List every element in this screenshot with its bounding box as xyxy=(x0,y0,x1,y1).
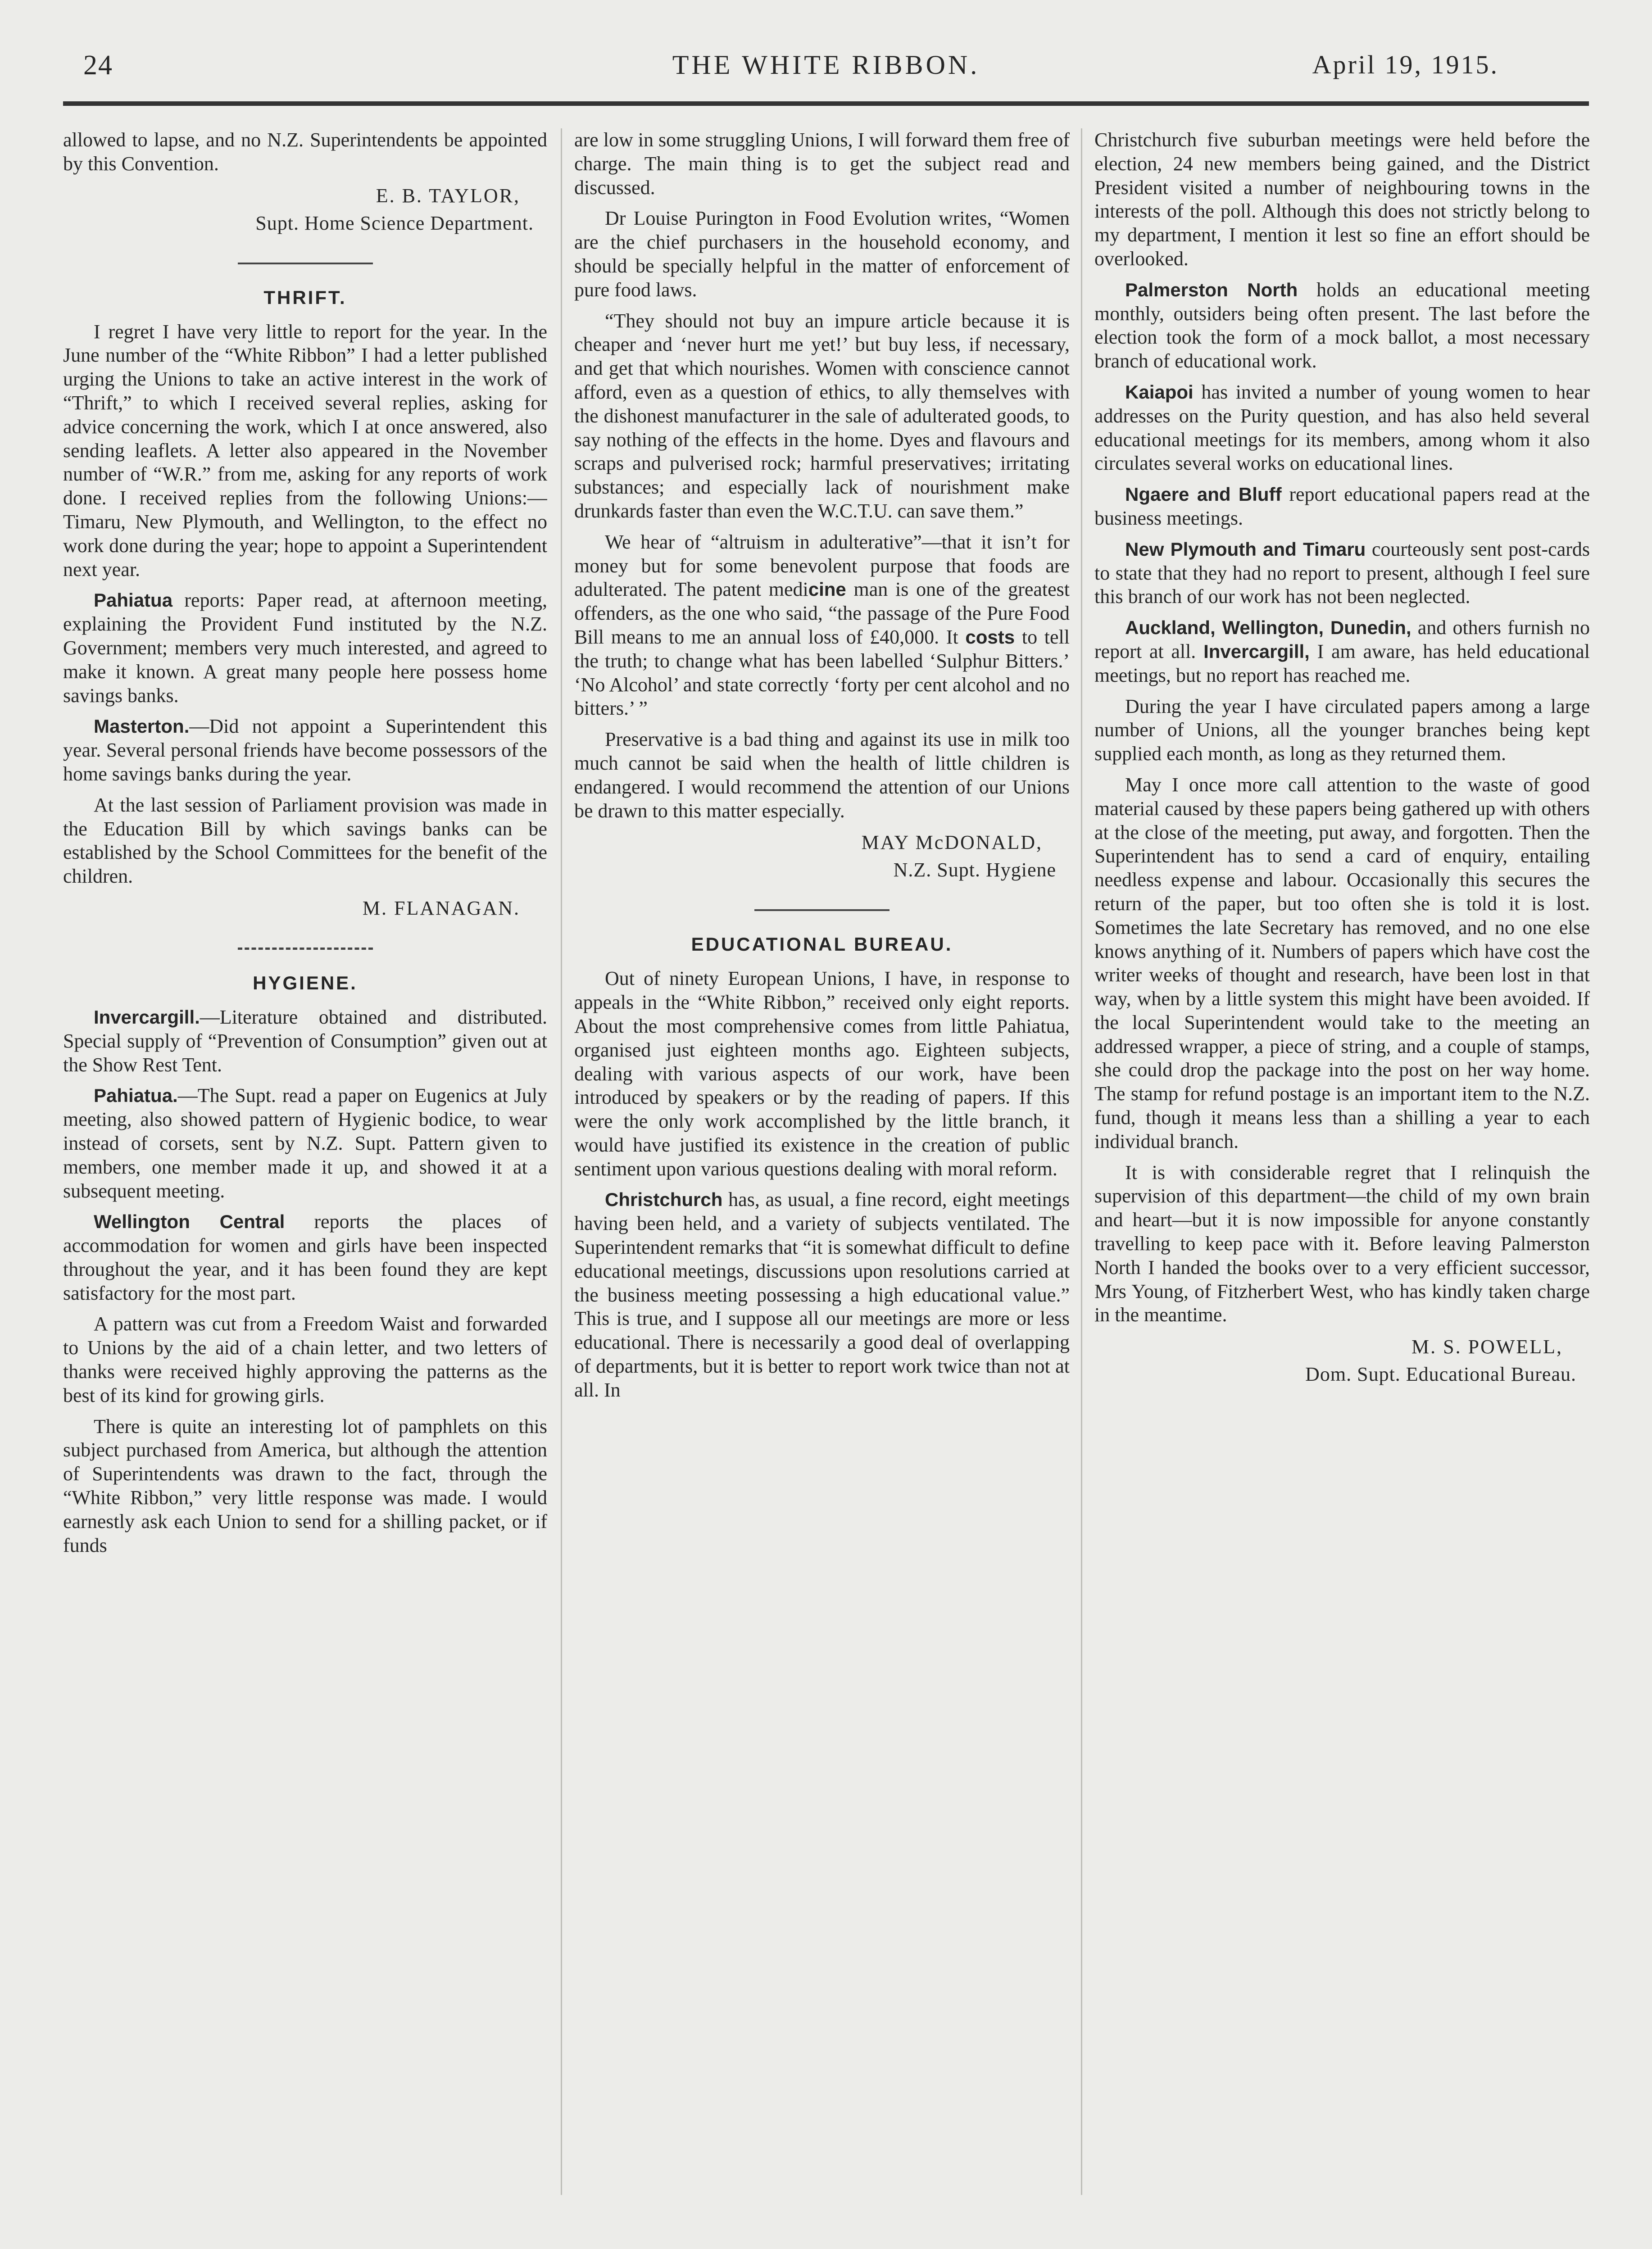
report-lead: Christchurch xyxy=(605,1189,723,1211)
report-text: —Literature obtained and distributed. Special supply of “Prevention of Consumption” given out at the Show Rest Tent. xyxy=(63,1006,547,1076)
column-2 xyxy=(574,128,1070,2222)
text-run: man is one of the greatest offenders, as the one who said, “the passage of the Pure Food Bill means to me an annual loss of £40,000. It xyxy=(574,578,1070,648)
report-lead: Pahiatua. xyxy=(94,1085,178,1106)
section-heading-thrift: THRIFT. xyxy=(263,286,347,308)
signature-name: MAY McDONALD, xyxy=(861,831,1043,854)
report-lead: Invercargill, xyxy=(1203,640,1310,662)
report-lead: New Plymouth and Timaru xyxy=(1125,538,1366,560)
page-number: 24 xyxy=(83,50,113,81)
report-lead: Palmerston North xyxy=(1125,279,1298,300)
report-lead: Pahiatua xyxy=(94,589,173,611)
masthead xyxy=(0,0,1652,108)
section-heading-educational-bureau: EDUCATIONAL BUREAU. xyxy=(691,934,953,955)
paragraph: allowed to lapse, and no N.Z. Superintendents be appointed by this Convention. xyxy=(63,129,547,175)
report-new-plymouth-timaru xyxy=(1094,538,1590,609)
paragraph: Preservative is a bad thing and against its use in milk too much cannot be said when the health of little children is endangered. I would recommend the attention of our Unions be drawn to this matter especially. xyxy=(574,728,1070,822)
report-text: report educational papers read at the business meetings. xyxy=(1094,483,1590,529)
paragraph: There is quite an interesting lot of pamphlets on this subject purchased from America, but although the attention of Superintendents was drawn to the fact, through the “White Ribbon,” very little response was made. I would earnestly ask each Union to send for a shilling packet, or if funds xyxy=(63,1415,547,1556)
report-pahiatua-hygiene xyxy=(63,1084,547,1203)
signature-title: Dom. Supt. Educational Bureau. xyxy=(1305,1363,1576,1386)
report-invercargill xyxy=(63,1006,547,1077)
section-heading-hygiene: HYGIENE. xyxy=(253,972,358,993)
report-palmerston-north xyxy=(1094,278,1590,373)
report-text: —The Supt. read a paper on Eugenics at July meeting, also showed pattern of Hygienic bodice, to wear instead of corsets, sent by N.Z. Supt. Pattern given to members, one member made it up, and showed it at a subsequent meeting. xyxy=(63,1084,547,1202)
signature-title: N.Z. Supt. Hygiene xyxy=(893,859,1056,881)
paragraph: Out of ninety European Unions, I have, in response to appeals in the “White Ribbon,” received only eight reports. About the most comprehensive comes from little Pahiatua, organised just eighteen months ago. Eighteen subjects, dealing with various aspects of our work, have been introduced by speakers or by the reading of papers. If this were the only work accomplished by the little branch, it would have justified its existence in the creation of public sentiment upon various questions dealing with moral reform. xyxy=(574,967,1070,1180)
report-text: holds an educational meeting monthly, outsiders being often present. The last before the election took the form of a mock ballot, a most necessary branch of educational work. xyxy=(1094,278,1590,372)
report-text: reports the places of accommodation for women and girls have been inspected throughout the year, and it has been found they are kept satisfactory for the most part. xyxy=(63,1211,547,1304)
paragraph: Christchurch five suburban meetings were held before the election, 24 new members being gained, and the District President visited a number of neighbouring towns in the interests of the poll. Although this does not strictly belong to my department, I mention it lest so fine an effort should be overlooked. xyxy=(1094,129,1590,270)
section-divider xyxy=(238,263,373,264)
signature-title: Supt. Home Science Department. xyxy=(255,212,534,234)
report-lead: Kaiapoi xyxy=(1125,381,1194,403)
report-text: has, as usual, a fine record, eight meetings having been held, and a variety of subjects ventilated. The Superintendent remarks that “it is somewhat difficult to define educational meetings, discussions upon resolutions carried at the business meeting possessing a high educational value.” This is true, and I suppose all our meetings are more or less educational. There is necessarily a good deal of overlapping of departments, but it is better to report work twice than not at all. In xyxy=(574,1188,1070,1401)
report-text: has invited a number of young women to hear addresses on the Purity question, and has also held several educational meetings for its members, among whom it also circulates several works on educational lines. xyxy=(1094,381,1590,475)
report-lead: Ngaere and Bluff xyxy=(1125,484,1282,505)
column-divider xyxy=(561,128,562,2195)
column-divider xyxy=(1081,128,1082,2195)
paragraph: are low in some struggling Unions, I will forward them free of charge. The main thing is to get the subject read and discussed. xyxy=(574,129,1070,199)
report-ngaere-bluff xyxy=(1094,483,1590,531)
signature-name: M. FLANAGAN. xyxy=(362,897,520,919)
publication-title: THE WHITE RIBBON. xyxy=(672,50,980,80)
report-text: courteously sent post-cards to state that they had no report to present, although I feel sure this branch of our work has not been neglected. xyxy=(1094,538,1590,608)
paragraph: A pattern was cut from a Freedom Waist and forwarded to Unions by the aid of a chain letter, and two letters of thanks were received highly approving the patterns as the best of its kind for growing girls. xyxy=(63,1313,547,1406)
signature-name: E. B. TAYLOR, xyxy=(376,184,520,207)
report-text: reports: Paper read, at afternoon meeting, explaining the Provident Fund instituted by the N.Z. Government; members very much interested, and agreed to make it known. A great many people here possess home savings banks. xyxy=(63,589,547,707)
signature-name: M. S. POWELL, xyxy=(1411,1336,1563,1358)
issue-date: April 19, 1915. xyxy=(1312,50,1499,79)
column-3 xyxy=(1094,128,1590,2222)
report-masterton xyxy=(63,715,547,786)
report-wellington-central xyxy=(63,1210,547,1305)
report-lead: Wellington Central xyxy=(94,1211,285,1233)
paragraph: During the year I have circulated papers among a large number of Unions, all the younger branches being kept supplied each month, as long as they returned them. xyxy=(1094,695,1590,765)
report-text: —Did not appoint a Superintendent this year. Several personal friends have become possessors of the home savings banks during the year. xyxy=(63,715,547,785)
report-pahiatua xyxy=(63,589,547,707)
bold-run: cine xyxy=(808,579,846,600)
report-christchurch xyxy=(574,1188,1070,1402)
report-lead: Masterton. xyxy=(94,716,190,737)
report-text: I am aware, has held educational meetings, but no report has reached me. xyxy=(1094,640,1590,686)
text-run: to tell the truth; to change what has been labelled ‘Sulphur Bitters.’ ‘No Alcohol’ and state correctly ‘forty per cent alcohol and no bitters.’ ” xyxy=(574,626,1070,720)
report-kaiapoi xyxy=(1094,381,1590,476)
paragraph: “They should not buy an impure article because it is cheaper and ‘never hurt me yet!’ but buy less, if necessary, and get that which nourishes. Women with conscience cannot afford, even as a question of ethics, to ally themselves with the dishonest manufacturer in the sale of adulterated goods, to say nothing of the effects in the home. Dyes and flavours and scraps and pulverised rock; harmful preservatives; irritating substances; and especially lack of nourishment make drunkards faster than even the W.C.T.U. can save them.” xyxy=(574,309,1070,522)
column-1 xyxy=(63,128,547,2222)
report-text: and others furnish no report at all. xyxy=(1094,617,1590,662)
header-rule xyxy=(63,101,1589,106)
paragraph: May I once more call attention to the waste of good material caused by these papers being gathered up with others at the close of the meeting, put away, and forgotten. Then the Superintendent has to send a card of enquiry, entailing needless expense and labour. Occasionally this secures the return of the paper, but too often she is told it is lost. Sometimes the late Secretary has removed, and no one else knows anything of it. Numbers of papers which have cost the writer weeks of thought and research, have been lost in that way, when by a little system this might have been avoided. If the local Superintendent would take to the meeting an addressed wrapper, a piece of string, and a couple of stamps, she could drop the package into the post on her way home. The stamp for refund postage is an important item to the N.Z. fund, though it means less than a shilling a year to each individual branch. xyxy=(1094,773,1590,1152)
report-lead: Auckland, Wellington, Dunedin, xyxy=(1125,617,1411,639)
section-divider xyxy=(238,948,373,950)
paragraph-altruism xyxy=(574,531,1070,721)
report-lead: Invercargill. xyxy=(94,1006,200,1028)
paragraph: It is with considerable regret that I relinquish the supervision of this department—the child of my own brain and heart—but it is now impossible for anyone constantly travelling to keep pace with it. Before leaving Palmerston North I handed the books over to a very efficient successor, Mrs Young, of Fitzherbert West, who has kindly taken charge in the meantime. xyxy=(1094,1161,1590,1326)
bold-run: costs xyxy=(965,626,1015,648)
paragraph: At the last session of Parliament provision was made in the Education Bill by which savings banks can be established by the School Committees for the benefit of the children. xyxy=(63,793,547,888)
paragraph: Dr Louise Purington in Food Evolution writes, “Women are the chief purchasers in the household economy, and should be specially helpful in the matter of enforcement of pure food laws. xyxy=(574,207,1070,301)
text-run: We hear of “altruism in adulterative”—that it isn’t for money but for some benevolent purpose that foods are adulterated. The patent medi xyxy=(574,531,1070,601)
report-auckland-wellington-dunedin xyxy=(1094,616,1590,687)
section-divider xyxy=(754,909,890,911)
paragraph: I regret I have very little to report for the year. In the June number of the “White Ribbon” I had a letter published urging the Unions to take an active interest in the work of “Thrift,” to which I received several replies, asking for advice concerning the work, which I at once answered, also sending leaflets. A letter also appeared in the November number of “W.R.” from me, asking for any reports of work done. I received replies from the following Unions:— Timaru, New Plymouth, and Wellington, to the effect no work done during the year; hope to appoint a Superintendent next year. xyxy=(63,320,547,580)
